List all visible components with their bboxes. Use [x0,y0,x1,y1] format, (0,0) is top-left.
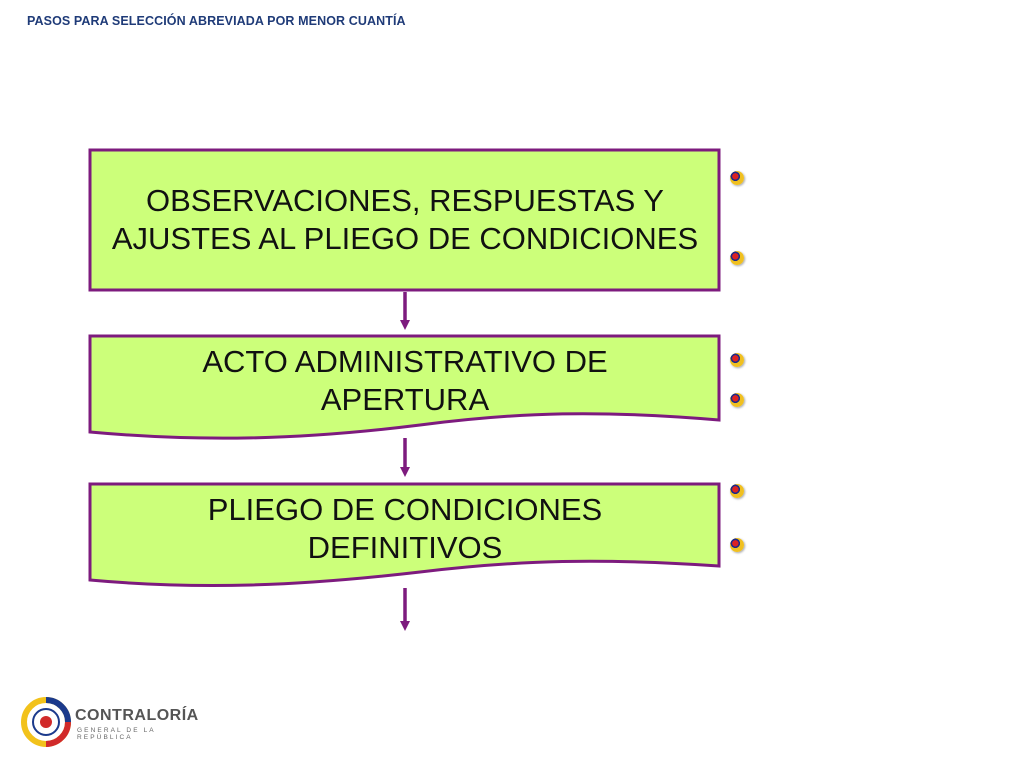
logo-subtitle: GENERAL DE LA REPÚBLICA [77,727,156,741]
contraloria-logo [20,693,200,751]
bullet-icon [730,484,744,498]
contraloria-emblem-icon [20,693,78,751]
bullet-icon [730,538,744,552]
slide-title: PASOS PARA SELECCIÓN ABREVIADA POR MENOR CUANTÍA [27,14,406,28]
step-label-pliego-definitivo: PLIEGO DE CONDICIONES DEFINITIVOS [207,491,603,565]
step-label-acto-administrativo: ACTO ADMINISTRATIVO DE APERTURA [202,343,608,417]
bullet-icon [730,171,744,185]
step-label-observaciones: OBSERVACIONES, RESPUESTAS Y AJUSTES AL PLIEGO DE CONDICIONES [111,182,699,256]
bullet-icon [730,353,744,367]
bullet-icon [730,393,744,407]
logo-name: CONTRALORÍA [75,707,199,724]
bullet-icon [730,251,744,265]
